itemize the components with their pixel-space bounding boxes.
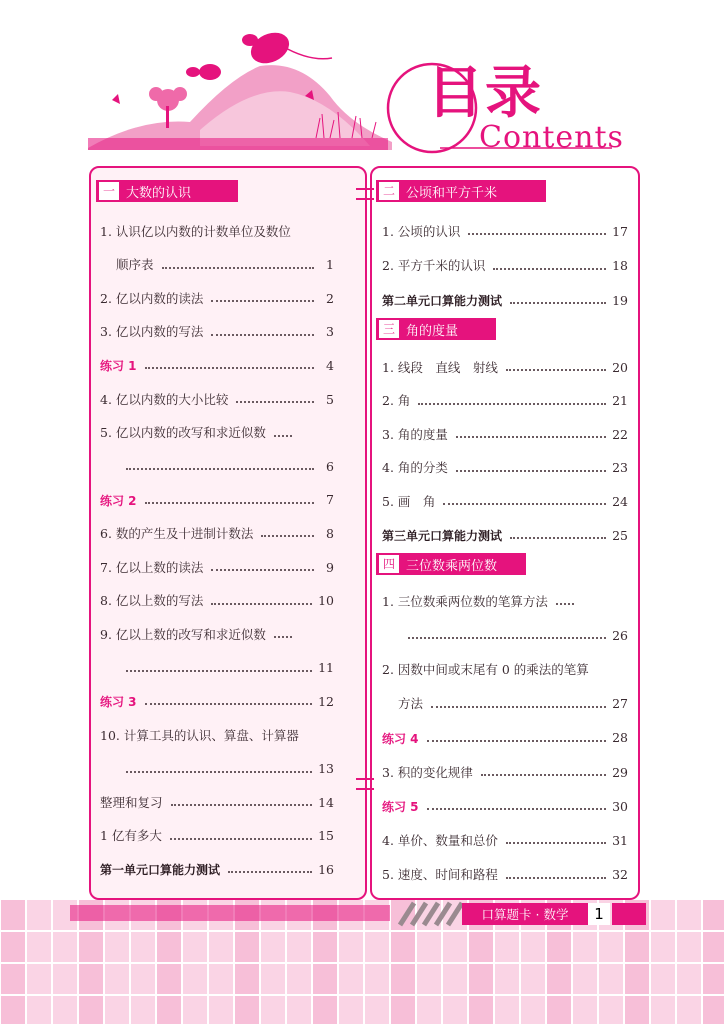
toc-entry-page: 11 (318, 660, 334, 676)
footer-tile (521, 964, 545, 994)
toc-entry-page: 6 (326, 458, 334, 474)
toc-entry-page: 7 (326, 492, 334, 508)
footer-tile (183, 996, 207, 1024)
toc-entry-title: 3. 积的变化规律 (382, 764, 473, 780)
footer-tile (391, 996, 415, 1024)
toc-entry-title: 1. 三位数乘两位数的笔算方法 (382, 593, 548, 609)
toc-entry-page: 9 (326, 559, 334, 575)
toc-entry-title: 5. 速度、时间和路程 (382, 867, 498, 883)
toc-entry-title: 方法 (398, 696, 424, 712)
toc-entry[interactable] (100, 651, 334, 675)
toc-entry[interactable] (100, 819, 334, 843)
footer-tile (469, 996, 493, 1024)
footer-tile (1, 900, 25, 930)
toc-entry[interactable] (382, 789, 628, 813)
footer-book-label: 口算题卡 · 数学 (462, 903, 588, 925)
toc-entry-page: 5 (326, 391, 334, 407)
leader-dots (211, 569, 314, 571)
footer-tile (703, 900, 724, 930)
toc-entry-title: 5. 亿以内数的改写和求近似数 (100, 425, 266, 441)
toc-entry-page: 29 (612, 764, 628, 780)
leader-dots (408, 637, 606, 639)
toc-entry-title: 1. 线段 直线 射线 (382, 359, 498, 375)
toc-entry[interactable] (382, 755, 628, 779)
toc-entry[interactable] (100, 382, 334, 406)
footer-tile (417, 964, 441, 994)
toc-entry[interactable] (100, 449, 334, 473)
toc-entry-title: 练习 3 (100, 695, 137, 710)
toc-entry-page: 1 (326, 257, 334, 273)
leader-dots (228, 871, 312, 873)
footer-tile (339, 964, 363, 994)
toc-entry-page: 13 (318, 761, 334, 777)
leader-dots (506, 842, 606, 844)
toc-entry[interactable] (382, 214, 628, 238)
toc-entry-page: 8 (326, 525, 334, 541)
toc-entry-title: 3. 亿以内数的写法 (100, 324, 204, 340)
footer-tile (677, 964, 701, 994)
footer-tile (79, 932, 103, 962)
toc-entry[interactable] (382, 249, 628, 273)
leader-dots (427, 740, 607, 742)
toc-entry-page: 20 (612, 359, 628, 375)
footer-tile (261, 932, 285, 962)
leader-dots (443, 503, 606, 505)
toc-entry-page: 16 (318, 861, 334, 877)
title-sub: Contents (479, 120, 624, 155)
footer-tile (209, 996, 233, 1024)
toc-entry-title: 4. 亿以内数的大小比较 (100, 391, 229, 407)
toc-entry[interactable] (382, 687, 628, 711)
leader-dots (418, 403, 606, 405)
toc-entry-page: 24 (612, 493, 628, 509)
footer-tile (547, 964, 571, 994)
toc-entry-title: 2. 平方千米的认识 (382, 258, 486, 273)
toc-entry[interactable] (100, 214, 334, 238)
leader-dots (456, 470, 606, 472)
toc-entry-page: 4 (326, 357, 334, 373)
toc-entry-title: 7. 亿以上数的读法 (100, 559, 204, 575)
leader-dots (211, 300, 314, 302)
toc-entry-page: 22 (612, 426, 628, 442)
footer-tile (313, 996, 337, 1024)
toc-entry-title: 练习 4 (382, 731, 419, 746)
footer-tile (209, 932, 233, 962)
section-header-4[interactable] (376, 553, 526, 575)
toc-entry[interactable] (382, 721, 628, 745)
toc-entry[interactable] (382, 823, 628, 847)
toc-entry[interactable] (100, 584, 334, 608)
toc-entry[interactable] (382, 451, 628, 475)
footer-tile (261, 964, 285, 994)
toc-entry-title: 练习 5 (382, 800, 419, 815)
footer-tile (339, 932, 363, 962)
footer-tile (27, 900, 51, 930)
toc-entry[interactable] (382, 618, 628, 642)
footer-tile (573, 996, 597, 1024)
toc-entry-title: 第一单元口算能力测试 (100, 863, 221, 878)
toc-entry-title: 4. 单价、数量和总价 (382, 832, 498, 848)
footer-end-block (612, 903, 646, 925)
footer-tile (677, 932, 701, 962)
toc-entry[interactable] (382, 484, 628, 508)
toc-entry-title: 10. 计算工具的认识、算盘、计算器 (100, 727, 299, 743)
footer-tile (391, 964, 415, 994)
footer-tile (495, 932, 519, 962)
leader-dots (211, 334, 314, 336)
footer-tile (651, 964, 675, 994)
footer-tile (625, 996, 649, 1024)
footer-tile (469, 932, 493, 962)
section-number: 一 (98, 181, 120, 201)
leader-dots (493, 268, 606, 270)
leader-dots (171, 804, 313, 806)
toc-entry-title: 4. 角的分类 (382, 460, 448, 476)
toc-entry-title: 整理和复习 (100, 794, 163, 810)
footer-tile (1, 996, 25, 1024)
toc-entry-title: 3. 角的度量 (382, 426, 448, 442)
footer-tile (417, 996, 441, 1024)
toc-entry[interactable] (382, 858, 628, 882)
toc-entry[interactable] (100, 248, 334, 272)
leader-dots (126, 670, 312, 672)
toc-entry-title: 9. 亿以上数的改写和求近似数 (100, 626, 266, 642)
footer-tile (157, 964, 181, 994)
toc-entry-page: 10 (318, 593, 334, 609)
toc-entry[interactable] (100, 718, 334, 742)
toc-entry[interactable] (100, 315, 334, 339)
footer-tile (79, 964, 103, 994)
toc-entry[interactable] (382, 350, 628, 374)
toc-entry-title: 2. 因数中间或末尾有 0 的乘法的笔算 (382, 661, 589, 677)
footer-tile (547, 996, 571, 1024)
footer-tile (183, 932, 207, 962)
section-label: 角的度量 (406, 323, 459, 339)
footer-tile (365, 932, 389, 962)
section-number: 三 (378, 319, 400, 339)
toc-entry-title: 1 亿有多大 (100, 828, 162, 844)
footer-tile (209, 964, 233, 994)
footer-tile (313, 932, 337, 962)
toc-entry-page: 19 (612, 292, 628, 308)
section-header-3[interactable] (376, 318, 496, 340)
footer-tile (27, 964, 51, 994)
footer-tile (339, 996, 363, 1024)
toc-entry[interactable] (100, 752, 334, 776)
footer-tile (1, 932, 25, 962)
leader-dots (456, 436, 606, 438)
footer-tile (313, 964, 337, 994)
footer-tile (79, 996, 103, 1024)
section-number: 四 (378, 554, 400, 574)
toc-entry-title: 第三单元口算能力测试 (382, 529, 503, 543)
toc-entry-page: 25 (612, 527, 628, 543)
toc-entry[interactable] (100, 684, 334, 708)
footer-tile (677, 996, 701, 1024)
toc-entry-title: 2. 角 (382, 393, 411, 409)
toc-entry[interactable] (382, 384, 628, 408)
toc-entry-title: 5. 画 角 (382, 493, 436, 509)
toc-entry[interactable] (100, 416, 334, 440)
toc-entry-title: 练习 1 (100, 359, 137, 374)
footer-tile (131, 964, 155, 994)
binder-clip (356, 188, 374, 200)
toc-entry-page: 28 (612, 730, 628, 746)
leader-dots (506, 877, 606, 879)
footer-tile (105, 964, 129, 994)
leader-dots (211, 603, 312, 605)
toc-entry-title: 练习 2 (100, 493, 137, 508)
toc-entry-page: 14 (318, 794, 334, 810)
leader-dots (274, 435, 292, 437)
footer-tile (27, 996, 51, 1024)
leader-dots (261, 535, 314, 537)
footer-tile (495, 964, 519, 994)
leader-dots (145, 502, 314, 504)
footer-tile (53, 964, 77, 994)
footer-tile (651, 900, 675, 930)
leader-dots (126, 771, 312, 773)
leader-dots (274, 636, 292, 638)
leader-dots (145, 703, 313, 705)
leader-dots (427, 808, 607, 810)
toc-entry-page: 27 (612, 696, 628, 712)
toc-entry[interactable] (100, 281, 334, 305)
leader-dots (510, 537, 606, 539)
toc-entry-page: 17 (612, 223, 628, 239)
toc-entry-title: 顺序表 (116, 257, 154, 273)
footer-tile (1, 964, 25, 994)
binder-clip (356, 778, 374, 790)
footer-tile (625, 932, 649, 962)
toc-entry-page: 12 (318, 693, 334, 709)
footer-tile (27, 932, 51, 962)
footer-tile (53, 996, 77, 1024)
title-main: 目录 (427, 61, 543, 126)
footer-tile (599, 964, 623, 994)
footer-tile (703, 996, 724, 1024)
footer-tile (131, 996, 155, 1024)
footer-tile (365, 964, 389, 994)
footer-tile (157, 996, 181, 1024)
section-number: 二 (378, 181, 400, 201)
footer-tile (235, 964, 259, 994)
footer-tile (53, 932, 77, 962)
footer-tile (105, 996, 129, 1024)
footer-tile (287, 964, 311, 994)
section-header-2[interactable] (376, 180, 546, 202)
footer-tile (599, 996, 623, 1024)
toc-entry[interactable] (382, 518, 628, 542)
footer-tile (495, 996, 519, 1024)
toc-entry[interactable] (100, 617, 334, 641)
toc-entry-title: 第二单元口算能力测试 (382, 294, 503, 308)
footer-tile (443, 932, 467, 962)
toc-entry-page: 2 (326, 290, 334, 306)
footer-tile (391, 932, 415, 962)
leader-dots (468, 233, 606, 235)
leader-dots (126, 468, 314, 470)
leader-dots (510, 302, 606, 304)
leader-dots (145, 367, 314, 369)
toc-entry-page: 3 (326, 324, 334, 340)
toc-entry-title: 8. 亿以上数的写法 (100, 593, 204, 609)
footer-tile (235, 932, 259, 962)
footer-tile (183, 964, 207, 994)
footer-tile (365, 996, 389, 1024)
footer-pattern (0, 898, 724, 1024)
toc-entry[interactable] (382, 652, 628, 676)
contents-title (400, 60, 640, 160)
toc-entry[interactable] (100, 785, 334, 809)
toc-entry[interactable] (100, 852, 334, 876)
toc-entry-title: 2. 亿以内数的读法 (100, 290, 204, 306)
footer-tile (521, 932, 545, 962)
footer-tile (131, 932, 155, 962)
toc-entry-page: 30 (612, 798, 628, 814)
footer-tile (287, 932, 311, 962)
footer-tile (651, 996, 675, 1024)
leader-dots (170, 838, 312, 840)
toc-entry[interactable] (382, 584, 628, 608)
section-label: 大数的认识 (126, 185, 192, 201)
leader-dots (236, 401, 314, 403)
footer-tile (417, 932, 441, 962)
footer-tile (625, 964, 649, 994)
toc-entry-title: 6. 数的产生及十进制计数法 (100, 525, 254, 541)
section-label: 三位数乘两位数 (406, 558, 498, 574)
toc-entry[interactable] (100, 516, 334, 540)
footer-tile (235, 996, 259, 1024)
footer-tile (261, 996, 285, 1024)
leader-dots (162, 267, 314, 269)
footer-tile (157, 932, 181, 962)
section-label: 公顷和平方千米 (406, 185, 498, 201)
toc-entry[interactable] (100, 348, 334, 372)
footer-tile (677, 900, 701, 930)
toc-entry-title: 1. 公顷的认识 (382, 223, 461, 239)
toc-entry-page: 31 (612, 832, 628, 848)
footer-tile (443, 964, 467, 994)
footer-page-number: 1 (588, 903, 610, 925)
footer-band (70, 905, 390, 921)
section-header-1[interactable] (96, 180, 238, 202)
toc-entry[interactable] (100, 550, 334, 574)
toc-entry-title: 1. 认识亿以内数的计数单位及数位 (100, 223, 291, 239)
footer-tile (703, 964, 724, 994)
footer-tile (547, 932, 571, 962)
toc-entry-page: 23 (612, 460, 628, 476)
footer-tile (703, 932, 724, 962)
leader-dots (481, 774, 606, 776)
toc-entry[interactable] (382, 417, 628, 441)
footer-tile (573, 964, 597, 994)
toc-entry-page: 18 (612, 258, 628, 273)
toc-entry-page: 32 (612, 867, 628, 883)
footer-tile (651, 932, 675, 962)
footer-tile (599, 932, 623, 962)
footer-tile (105, 932, 129, 962)
toc-entry-page: 15 (318, 828, 334, 844)
leader-dots (556, 603, 574, 605)
leader-dots (506, 369, 606, 371)
footer-tile (469, 964, 493, 994)
footer-tile (443, 996, 467, 1024)
leader-dots (431, 706, 606, 708)
footer-tile (287, 996, 311, 1024)
toc-entry[interactable] (382, 283, 628, 307)
toc-entry[interactable] (100, 483, 334, 507)
toc-entry-page: 21 (612, 393, 628, 409)
toc-entry-page: 26 (612, 627, 628, 643)
footer-tile (521, 996, 545, 1024)
footer-tile (573, 932, 597, 962)
